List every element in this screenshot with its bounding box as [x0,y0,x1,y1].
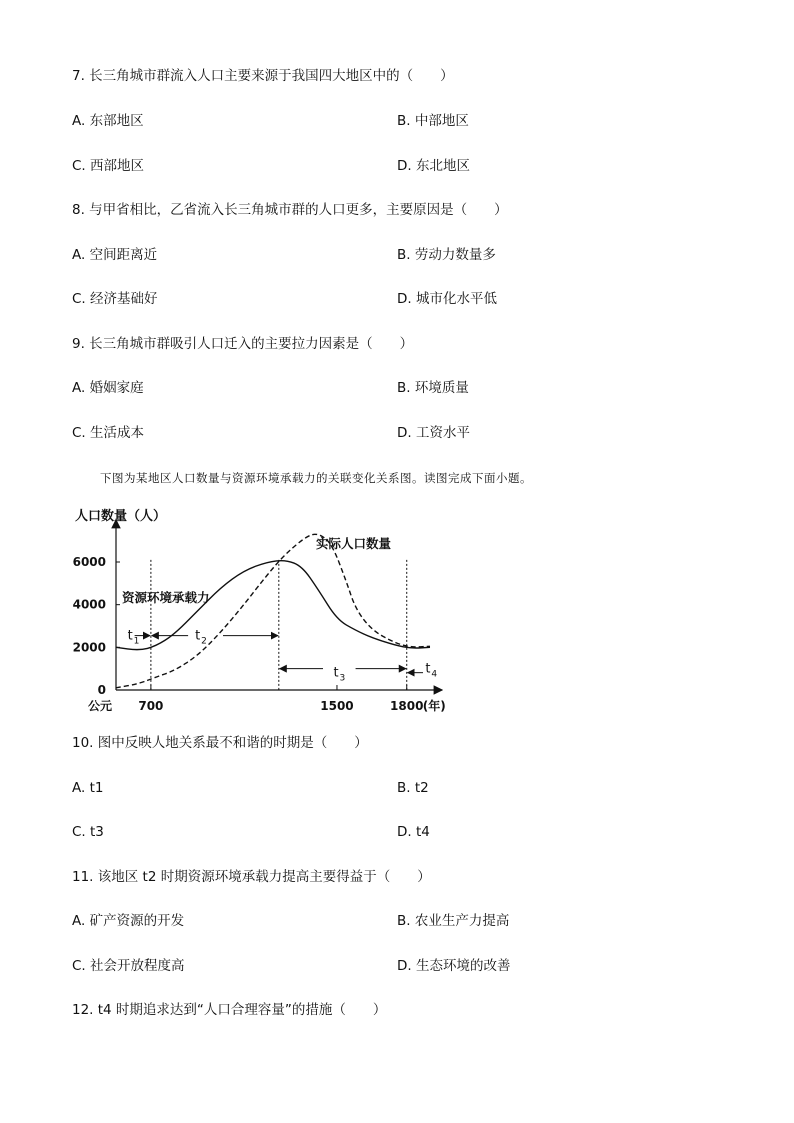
x-origin-label: 公元 [88,699,113,713]
period-label-t4: t [425,661,431,677]
q7-option-d[interactable]: D. 东北地区 [397,158,470,174]
carrying-capacity-label: 资源环境承载力 [122,590,210,605]
x-tick-label: 1800 [390,699,424,713]
q10-option-c[interactable]: C. t3 [72,824,104,840]
y-tick-label: 4000 [72,597,106,612]
period-label-t1: t [127,628,133,644]
y-axis-label: 人口数量（人） [75,509,167,524]
q8-option-a[interactable]: A. 空间距离近 [72,247,158,263]
x-axis-label: (年) [422,699,446,713]
question-8-stem: 8. 与甲省相比，乙省流入长三角城市群的人口更多，主要原因是（ ） [72,202,508,218]
q11-option-c[interactable]: C. 社会开放程度高 [72,958,185,974]
q9-option-c[interactable]: C. 生活成本 [72,425,145,441]
q10-option-b[interactable]: B. t2 [397,780,429,796]
y-tick-label: 6000 [72,555,106,569]
period-label-sub: 3 [339,673,346,684]
q11-option-a[interactable]: A. 矿产资源的开发 [72,913,185,929]
x-tick-label: 700 [138,699,164,713]
question-12-stem: 12. t4 时期追求达到“人口合理容量”的措施（ ） [72,1002,387,1018]
q7-option-b[interactable]: B. 中部地区 [397,113,469,129]
q8-option-d[interactable]: D. 城市化水平低 [397,291,497,307]
x-tick-label: 1500 [320,699,354,713]
period-label-sub: 1 [133,636,140,647]
q9-option-b[interactable]: B. 环境质量 [397,380,469,396]
question-7-stem: 7. 长三角城市群流入人口主要来源于我国四大地区中的（ ） [72,68,454,84]
q11-option-d[interactable]: D. 生态环境的改善 [397,958,511,974]
q9-option-a[interactable]: A. 婚姻家庭 [72,380,144,396]
period-label-sub: 2 [201,636,207,647]
y-tick-label: 0 [97,683,106,697]
y-tick-label: 2000 [72,640,106,655]
q7-option-c[interactable]: C. 西部地区 [72,158,145,174]
question-9-stem: 9. 长三角城市群吸引人口迁入的主要拉力因素是（ ） [72,336,414,352]
actual-population-label: 实际人口数量 [316,536,392,551]
period-label-t3: t [333,665,339,681]
q9-option-d[interactable]: D. 工资水平 [397,425,470,441]
q10-option-a[interactable]: A. t1 [72,780,104,796]
actual-population-line [116,534,430,688]
question-11-stem: 11. 该地区 t2 时期资源环境承载力提高主要得益于（ ） [72,869,431,885]
q11-option-b[interactable]: B. 农业生产力提高 [397,913,510,929]
period-label-sub: 4 [431,669,438,680]
q8-option-b[interactable]: B. 劳动力数量多 [397,247,496,263]
period-label-t2: t [195,628,201,644]
q7-option-a[interactable]: A. 东部地区 [72,113,144,129]
question-10-stem: 10. 图中反映人地关系最不和谐的时期是（ ） [72,735,368,751]
q10-option-d[interactable]: D. t4 [397,824,430,840]
q8-option-c[interactable]: C. 经济基础好 [72,291,158,307]
figure-intro: 下图为某地区人口数量与资源环境承载力的关联变化关系图。读图完成下面小题。 [100,471,532,485]
